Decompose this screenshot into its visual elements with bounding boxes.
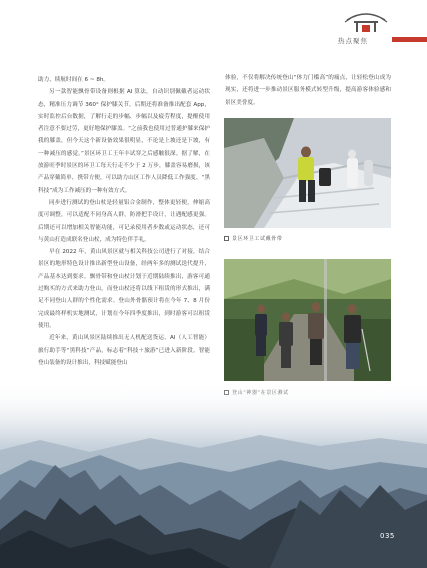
paragraph: 助力，续航时间在 6 ~ 8h。 [38,77,110,83]
left-text-column [38,74,210,369]
right-text-column [225,72,391,109]
caption-text: 景区环卫工试戴骨带 [232,236,283,242]
paragraph: 早在 2022 年，黄山风景区就与相关科技公司进行了对接，结合景区的地形特色设计推出新型登山设备，经两年多的测试迭代提升，产品基本达到要求。飘骨带和登山杖计划于近期陆续推出，游客可通过购买的方式来助力登山，而登山杖还将以线下租赁的形式推出，满足不同登山人群的个性化需求。登山外骨骼预计将在今年 7、8 月份完成最终样机实地测试，计划在今年四季度推出，到时游客可以租赁使用。 [38,249,210,329]
paragraph: 同步进行测试的登山杖是轻量铝合金制作，整体更轻便，伸缩高度可调整，可以适配不同身高人群，防滑把手设计，让遇配感更强。后期还可以增加相关智能功能，可记录使用者步数或运动状态，还可与黄山打造成联名登山杖，成为特色伴手礼。 [38,199,210,243]
paragraph: 另一款智能飘骨带设备则根据 AI 算法，自动识别佩戴者运动状态，精准压力调节 360° 保护膝关节，后期还将准备推出配套 App，实时监控后台数据，了解行走的步幅、步幅以及疲劳程度，提醒使用者注意不要过劳，更好地保护膝盖。“之前我也使用过普通护膝来保护我的膝盖，但今天这个新设备效果很明显，不论是上坡还是下坡，有一种减压的感觉。”景区环卫工王年丰试穿之后感触很深。据了解，在放游旺季时景区的环卫工每天行走不少于 2 万步，膝盖容易磨损，该产品穿戴简单，携带方便，可以助力山区工作人员降低工作强度。“黑科技”成为工作减压的一种有效方式。 [38,89,210,194]
photo-sanitation-worker [224,118,391,228]
page-number: 035 [380,532,395,540]
paragraph: 体验，不仅将解决传统登山“体力门槛高”的痛点，让轻松登山成为现实，还将进一步推动景区服务模式转型升级，提高游客体验感和景区美誉度。 [225,75,391,106]
section-title: 热点聚焦 [338,37,368,45]
mountain-landscape-image [0,380,427,568]
photo-caption [224,235,282,242]
paragraph: 近年来，黄山风景区陆续推出无人机配送货运、AI（人工智能）旅行助手等“黑科技”产品，标志着“科技＋旅游”已进入新阶段。智能登山装备的设计推出，科技赋能登山 [38,335,210,366]
accent-bar [392,37,427,42]
pavilion-roof-logo [343,6,389,34]
photo-hikers-testing [224,259,391,381]
caption-marker-icon [224,236,229,241]
